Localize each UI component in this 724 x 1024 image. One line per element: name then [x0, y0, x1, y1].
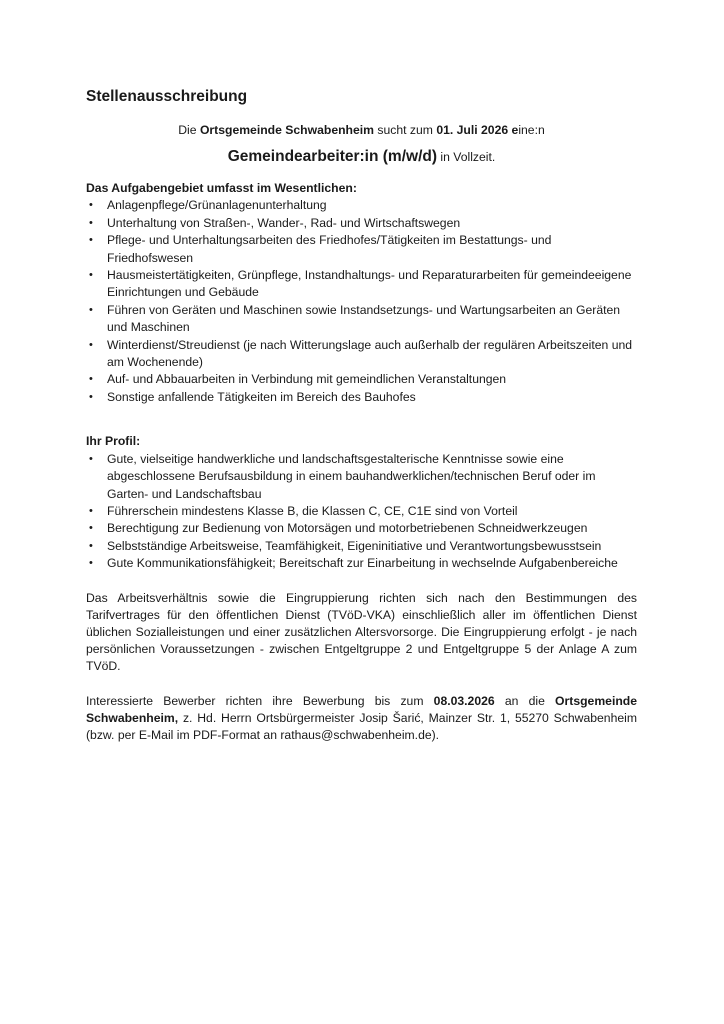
- task-text: Pflege- und Unterhaltungsarbeiten des Friedhofes/Tätigkeiten im Bestattungs- und Friedhofswesen: [107, 233, 552, 265]
- profile-list: [86, 451, 637, 573]
- task-item: [86, 337, 637, 372]
- task-text: Unterhaltung von Straßen-, Wander-, Rad- und Wirtschaftswegen: [107, 215, 461, 230]
- start-date: 01. Juli 2026: [436, 123, 509, 137]
- section-spacer: [86, 423, 637, 433]
- bullet-icon: •: [89, 390, 93, 403]
- task-item: [86, 371, 637, 388]
- application-paragraph: [86, 693, 637, 745]
- application-deadline: 08.03.2026: [433, 693, 495, 708]
- task-item: [86, 389, 637, 406]
- employer-name: Ortsgemeinde Schwabenheim: [199, 123, 374, 137]
- profile-text: Gute Kommunikationsfähigkeit; Bereitschaft zur Einarbeitung in wechselnde Aufgabenbereiche: [107, 556, 618, 571]
- profile-text: Selbstständige Arbeitsweise, Teamfähigkeit, Eigeninitiative und Verantwortungsbewusstsein: [107, 538, 602, 553]
- profile-item: [86, 555, 637, 572]
- profile-item: [86, 520, 637, 537]
- bullet-icon: •: [89, 522, 93, 535]
- application-recipient: Ortsgemeinde Schwabenheim,: [86, 693, 637, 725]
- task-item: [86, 302, 637, 337]
- document-page: [86, 86, 637, 744]
- profile-item: [86, 538, 637, 555]
- profile-item: [86, 503, 637, 520]
- section-spacer: [86, 573, 637, 590]
- task-text: Führen von Geräten und Maschinen sowie Instandsetzungs- und Wartungsarbeiten an Geräten und Maschinen: [107, 302, 621, 335]
- application-email[interactable]: rathaus@schwabenheim.de: [280, 727, 432, 742]
- task-text: Auf- und Abbauarbeiten in Verbindung mit gemeindlichen Veranstaltungen: [107, 372, 507, 387]
- article-rest: ine:n: [518, 123, 545, 137]
- bullet-icon: •: [89, 452, 93, 465]
- task-text: Winterdienst/Streudienst (je nach Witterungslage auch außerhalb der regulären Arbeitszeiten und am Wochenende): [107, 337, 633, 370]
- intro-middle: sucht zum: [374, 123, 437, 137]
- section-spacer: [86, 676, 637, 693]
- bullet-icon: •: [89, 338, 93, 351]
- bullet-icon: •: [89, 557, 93, 570]
- profile-text: Gute, vielseitige handwerkliche und landschaftsgestalterische Kenntnisse sowie eine abgeschlossene Berufsausbildung in einem bauhandwerklichen/technischen Beruf oder im Garten- und Landschaftsbau: [107, 451, 596, 501]
- bullet-icon: •: [89, 373, 93, 386]
- bullet-icon: •: [89, 216, 93, 229]
- task-item: [86, 232, 637, 267]
- task-item: [86, 215, 637, 232]
- application-address: z. Hd. Herrn Ortsbürgermeister Josip Šarić, Mainzer Str. 1, 55270 Schwabenheim (bzw. per E-Mail im PDF-Format an: [86, 710, 637, 742]
- bullet-icon: •: [89, 199, 93, 212]
- job-headline: [86, 146, 637, 168]
- document-title: Stellenausschreibung: [86, 88, 248, 105]
- task-text: Anlagenpflege/Grünanlagenunterhaltung: [107, 198, 327, 213]
- application-middle: an die: [494, 693, 556, 708]
- profile-text: Führerschein mindestens Klasse B, die Klassen C, CE, C1E sind von Vorteil: [107, 503, 518, 518]
- profile-text: Berechtigung zur Bedienung von Motorsägen und motorbetriebenen Schneidwerkzeugen: [107, 521, 588, 536]
- tasks-heading: Das Aufgabengebiet umfasst im Wesentlichen:: [86, 181, 357, 195]
- job-employment-type: in Vollzeit.: [437, 150, 496, 164]
- task-text: Sonstige anfallende Tätigkeiten im Bereich des Bauhofes: [107, 389, 416, 404]
- profile-item: [86, 451, 637, 503]
- task-item: [86, 197, 637, 214]
- profile-heading: Ihr Profil:: [86, 434, 141, 449]
- tasks-list: [86, 197, 637, 406]
- intro-line: [86, 122, 637, 139]
- section-spacer: [86, 406, 637, 423]
- task-text: Hausmeistertätigkeiten, Grünpflege, Instandhaltungs- und Reparaturarbeiten für gemeindeeigene Einrichtungen und Gebäude: [107, 268, 632, 300]
- article-bold: e: [511, 123, 519, 137]
- bullet-icon: •: [89, 269, 93, 282]
- bullet-icon: •: [89, 234, 93, 247]
- application-prefix: Interessierte Bewerber richten ihre Bewerbung bis zum: [86, 693, 434, 708]
- intro-prefix: Die: [178, 123, 200, 137]
- compensation-paragraph: Das Arbeitsverhältnis sowie die Eingruppierung richten sich nach den Bestimmungen des Tarifvertrages für den öffentlichen Dienst (TVöD-VKA) einschließlich aller im öffentlichen Dienst üblichen Sozialleistungen und einer zusätzlichen Altersvorsorge. Die Eingruppierung erfolgt - je nach persönlichen Voraussetzungen - zwischen Entgeltgruppe 2 und Entgeltgruppe 5 der Anlage A zum TVöD.: [86, 590, 637, 674]
- bullet-icon: •: [89, 539, 93, 552]
- job-position-title: Gemeindearbeiter:in (m/w/d): [227, 148, 438, 165]
- bullet-icon: •: [89, 303, 93, 316]
- task-item: [86, 267, 637, 302]
- application-suffix: ).: [431, 727, 440, 742]
- bullet-icon: •: [89, 504, 93, 517]
